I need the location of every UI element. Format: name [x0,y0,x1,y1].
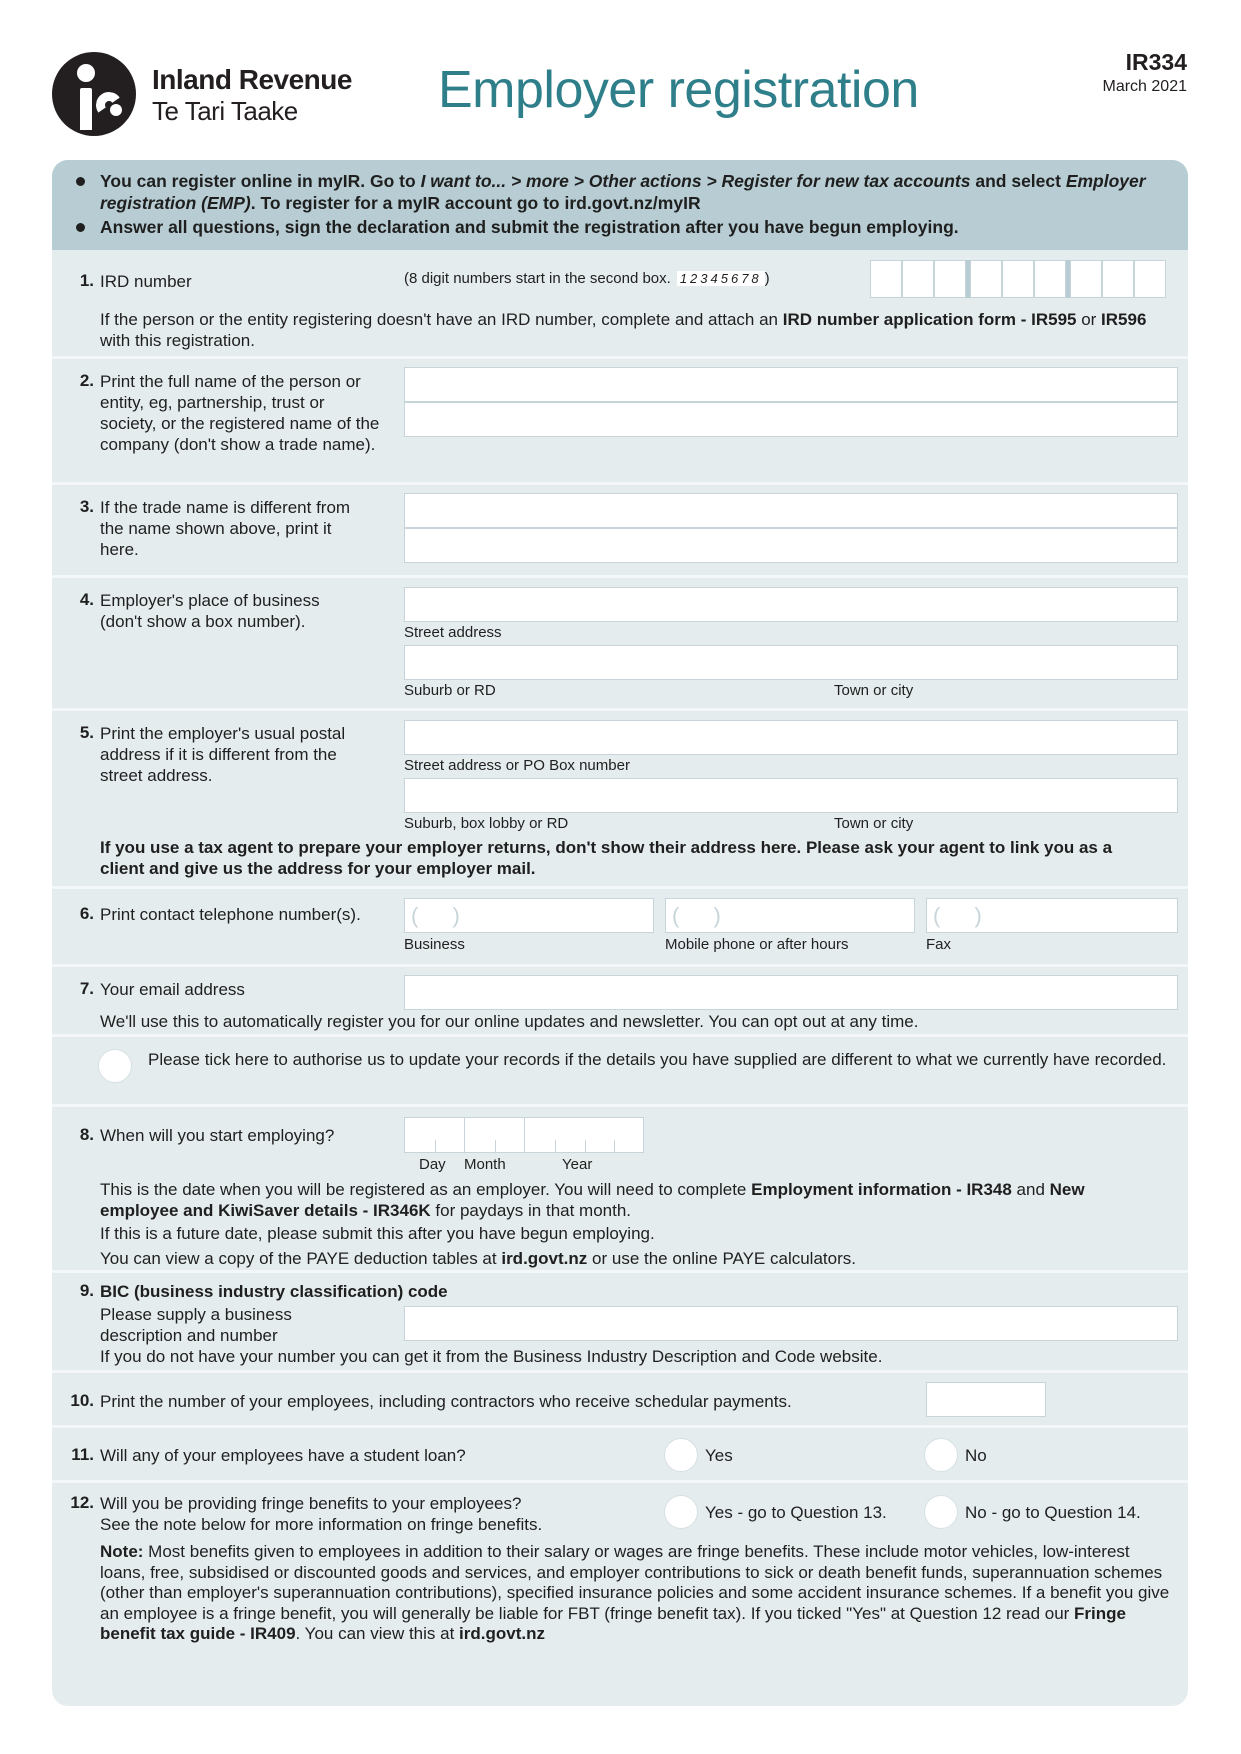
authorise-checkbox[interactable] [98,1049,132,1083]
question-label: Print the employer's usual postal address if it is different from the street address. [100,724,346,785]
brand-name: Inland Revenue [152,64,352,95]
field-label: Fax [926,936,952,953]
question-2 [52,356,1188,482]
business-phone-input[interactable]: ( ) [404,898,654,933]
radio-label: No [965,1446,987,1465]
question-number: 12. [70,1493,94,1512]
field-label: Business [404,936,465,953]
question-number: 9. [79,1281,94,1300]
field-label: Month [464,1156,506,1173]
question-9 [52,1270,1188,1370]
question-label: Will you be providing fringe benefits to your employees? [100,1494,522,1513]
question-label: If the trade name is different from the name shown above, print it here. [100,498,351,559]
question-5 [52,708,1188,886]
field-label: Day [419,1156,446,1173]
question-number: 8. [79,1125,94,1144]
question-number: 3. [79,497,94,516]
question-12 [52,1480,1188,1660]
mobile-phone-input[interactable]: ( ) [665,898,915,933]
page-title: Employer registration [438,61,919,119]
field-label: Year [562,1156,593,1173]
radio-label: Yes - go to Question 13. [705,1503,887,1522]
employee-count-input[interactable] [926,1382,1046,1417]
tax-agent-note: If you use a tax agent to prepare your employer returns, don't show their address here. Please ask your agent to link you as a client and give us the address for your employer mail. [100,838,1113,878]
fringe-yes-radio[interactable] [664,1495,698,1529]
fringe-no-radio[interactable] [924,1495,958,1529]
radio-label: No - go to Question 14. [965,1503,1141,1522]
authorise-label: Please tick here to authorise us to update your records if the details you have supplied are different to what we currently have recorded. [148,1050,1167,1069]
start-date-input[interactable] [404,1117,644,1153]
question-label: Print the full name of the person or entity, eg, partnership, trust or society, or the registered name of the company (don't show a trade name). [100,372,380,454]
question-number: 5. [79,723,94,742]
ird-number-input[interactable] [870,260,1166,298]
field-label: Town or city [834,815,914,832]
question-7 [52,964,1188,1034]
question-3 [52,482,1188,575]
question-number: 10. [70,1391,94,1410]
field-label: Street address or PO Box number [404,757,630,774]
brand-subtitle: Te Tari Taake [152,96,298,126]
intro-band [52,160,1188,250]
fringe-benefit-note: Note: Most benefits given to employees in addition to their salary or wages are fringe benefits. These include motor vehicles, low-interest loans, free, subsidised or discounted goods and services, and employer contributions to sick or death benefit funds, superannuation schemes (other than employer's superannuation contributions), specified insurance policies and some accident insurance schemes. If a benefit you give an employee is a fringe benefit, you will generally be liable for FBT (fringe benefit tax). If you ticked "Yes" at Question 12 read our Fringe benefit tax guide - IR409. You can view this at ird.govt.nz [100,1542,1170,1643]
trade-name-line-1-input[interactable] [404,493,1178,528]
start-date-note: This is the date when you will be registered as an employer. You will need to complete Employment information - IR348 and New employee and KiwiSaver details - IR346K for paydays in that month. [100,1180,1085,1220]
question-number: 4. [79,590,94,609]
question-6 [52,886,1188,964]
field-label: Suburb, box lobby or RD [404,815,569,832]
intro-bullet-2: Answer all questions, sign the declaration and submit the registration after you have begun employing. [100,216,1168,238]
business-suburb-town-input[interactable] [404,645,1178,680]
trade-name-line-2-input[interactable] [404,528,1178,563]
intro-bullet-1: You can register online in myIR. Go to I want to... > more > Other actions > Register for new tax accounts and select Employer registration (EMP). To register for a myIR account go to ird.govt.nz/myIR [100,170,1168,214]
email-note: We'll use this to automatically register you for our online updates and newsletter. You can opt out at any time. [100,1012,919,1031]
full-name-line-2-input[interactable] [404,402,1178,437]
bic-sublabel: Please supply a business description and number [100,1305,292,1345]
field-label: Suburb or RD [404,682,496,699]
fax-input[interactable]: ( ) [926,898,1178,933]
ird-note: If the person or the entity registering doesn't have an IRD number, complete and attach an IRD number application form - IR595 or IR596 with this registration. [100,310,1147,350]
radio-label: Yes [705,1446,733,1465]
form-date: March 2021 [1102,78,1187,95]
question-11 [52,1425,1188,1480]
question-number: 6. [79,904,94,923]
question-4 [52,575,1188,708]
paye-note: You can view a copy of the PAYE deduction tables at ird.govt.nz or use the online PAYE calculators. [100,1249,856,1268]
bic-code-input[interactable] [404,1306,1178,1341]
question-label: Print the number of your employees, including contractors who receive schedular payments. [100,1392,792,1411]
email-input[interactable] [404,975,1178,1010]
field-label: Town or city [834,682,914,699]
inland-revenue-logo-icon [52,52,136,136]
question-1 [52,250,1188,356]
fringe-sublabel: See the note below for more information on fringe benefits. [100,1515,543,1534]
form-code-block [1103,48,1188,98]
question-8 [52,1104,1188,1268]
postal-street-input[interactable] [404,720,1178,755]
registration-form [52,160,1188,1706]
student-loan-yes-radio[interactable] [664,1438,698,1472]
question-label: Print contact telephone number(s). [100,905,361,924]
full-name-line-1-input[interactable] [404,367,1178,402]
authorise-row [52,1034,1188,1104]
business-street-input[interactable] [404,587,1178,622]
student-loan-no-radio[interactable] [924,1438,958,1472]
future-date-note: If this is a future date, please submit this after you have begun employing. [100,1224,655,1243]
question-label: Will any of your employees have a student loan? [100,1446,466,1465]
brand [152,64,352,126]
question-number: 1. [79,271,94,290]
question-label: When will you start employing? [100,1126,335,1145]
bic-note: If you do not have your number you can get it from the Business Industry Description and Code website. [100,1347,883,1366]
question-label: Employer's place of business (don't show a box number). [100,591,320,631]
question-10 [52,1370,1188,1425]
form-code: IR334 [1125,49,1187,75]
question-label: Your email address [100,980,245,999]
postal-suburb-town-input[interactable] [404,778,1178,813]
question-label: IRD number [100,272,192,291]
question-label: BIC (business industry classification) code [100,1282,448,1301]
question-number: 11. [71,1445,94,1464]
question-number: 7. [79,979,94,998]
field-label: Street address [404,624,502,641]
ird-hint: (8 digit numbers start in the second box. 12345678 ) [404,270,770,287]
field-label: Mobile phone or after hours [665,936,849,953]
question-number: 2. [79,371,94,390]
